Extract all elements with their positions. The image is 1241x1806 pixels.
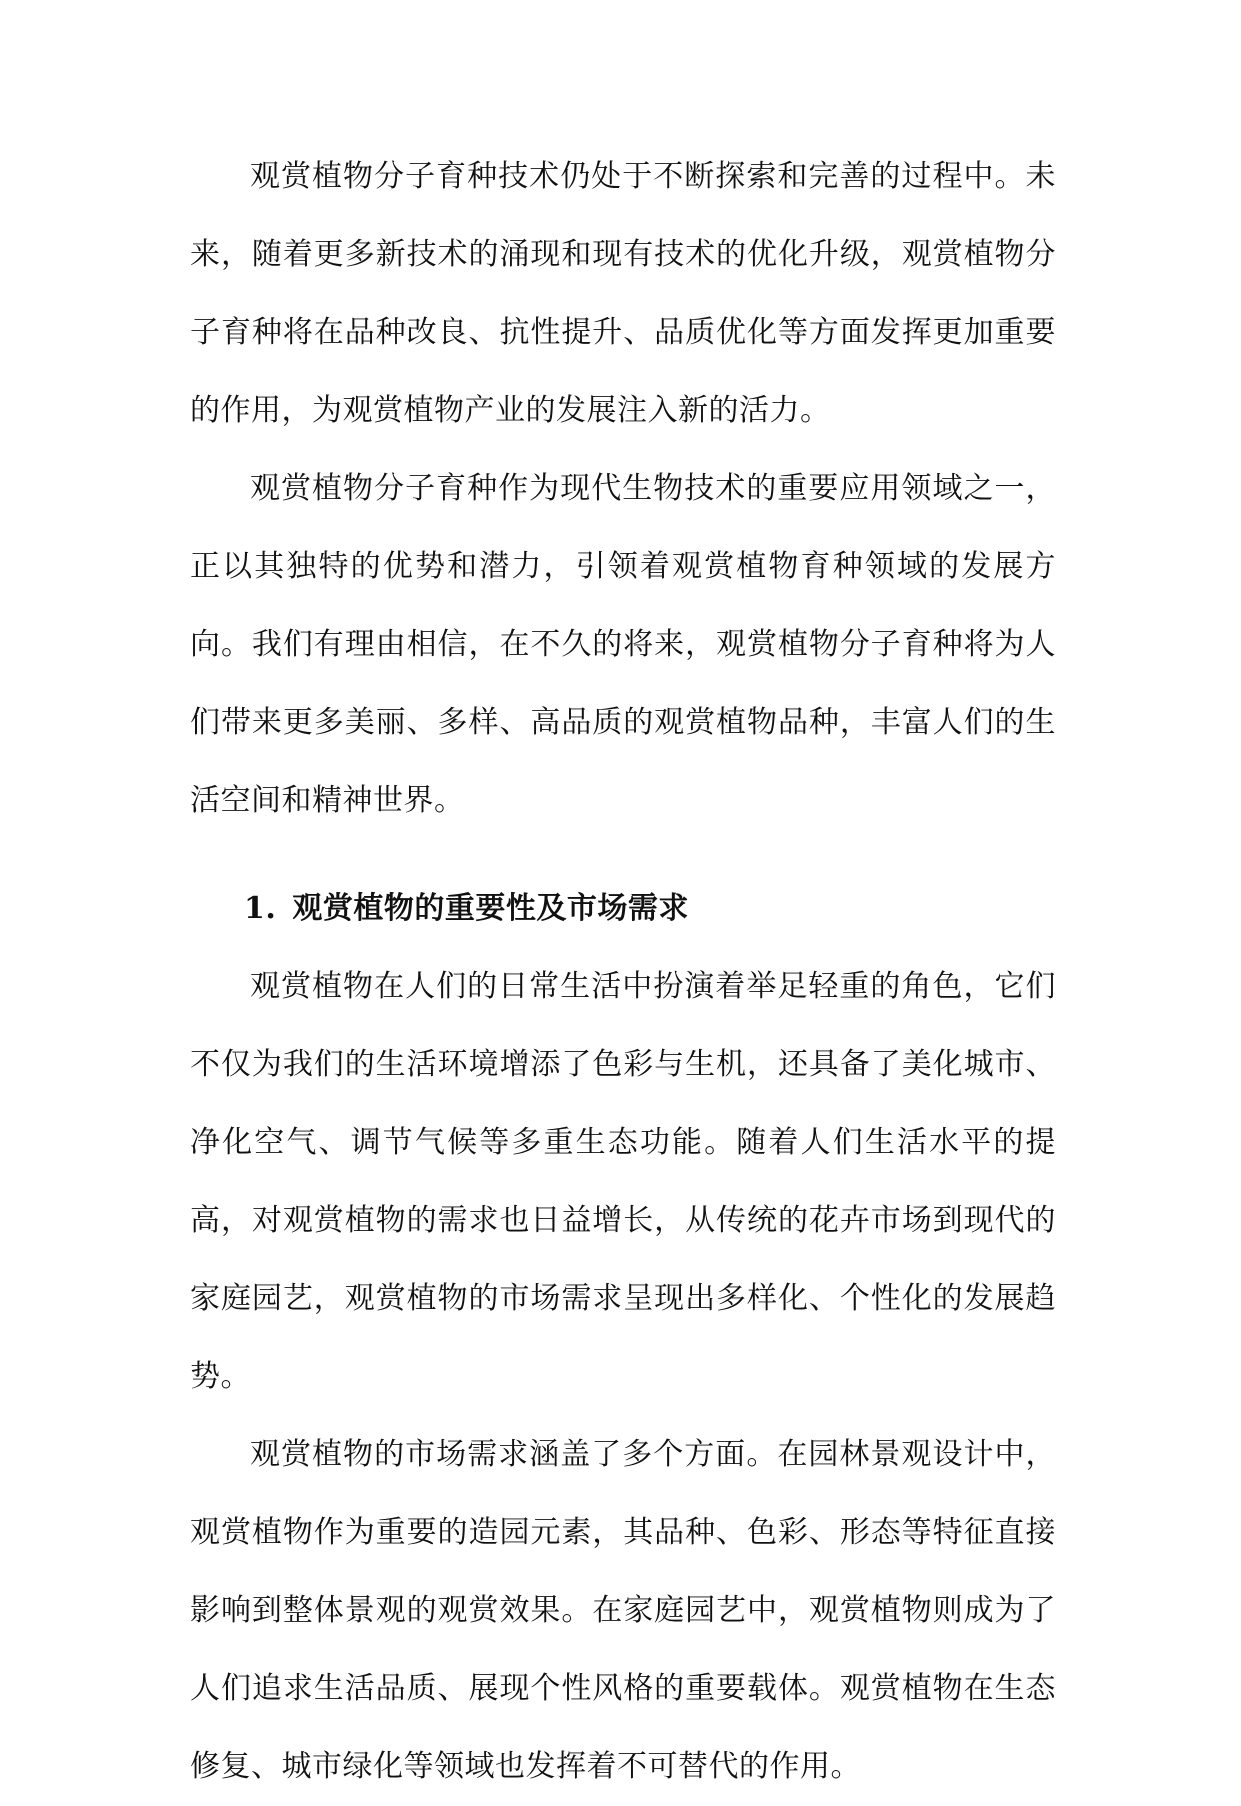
paragraph-4: 观赏植物的市场需求涵盖了多个方面。在园林景观设计中，观赏植物作为重要的造园元素，其品种、色彩、形态等特征直接影响到整体景观的观赏效果。在家庭园艺中，观赏植物则成为了人们追求生活品质、展现个性风格的重要载体。观赏植物在生态修复、城市绿化等领域也发挥着不可替代的作用。	[190, 1437, 1056, 1784]
section-title: 观赏植物的重要性及市场需求	[292, 891, 689, 926]
paragraph-3: 观赏植物在人们的日常生活中扮演着举足轻重的角色，它们不仅为我们的生活环境增添了色彩与生机，还具备了美化城市、净化空气、调节气候等多重生态功能。随着人们生活水平的提高，对观赏植物的需求也日益增长，从传统的花卉市场到现代的家庭园艺，观赏植物的市场需求呈现出多样化、个性化的发展趋势。	[190, 969, 1056, 1394]
paragraph-2: 观赏植物分子育种作为现代生物技术的重要应用领域之一，正以其独特的优势和潜力，引领着观赏植物育种领域的发展方向。我们有理由相信，在不久的将来，观赏植物分子育种将为人们带来更多美丽、多样、高品质的观赏植物品种，丰富人们的生活空间和精神世界。	[190, 471, 1056, 818]
paragraph-1: 观赏植物分子育种技术仍处于不断探索和完善的过程中。未来，随着更多新技术的涌现和现有技术的优化升级，观赏植物分子育种将在品种改良、抗性提升、品质优化等方面发挥更加重要的作用，为观赏植物产业的发展注入新的活力。	[190, 159, 1056, 428]
section-heading	[190, 870, 1056, 948]
page-content	[190, 138, 1056, 1806]
section-number: 1.	[244, 891, 277, 926]
